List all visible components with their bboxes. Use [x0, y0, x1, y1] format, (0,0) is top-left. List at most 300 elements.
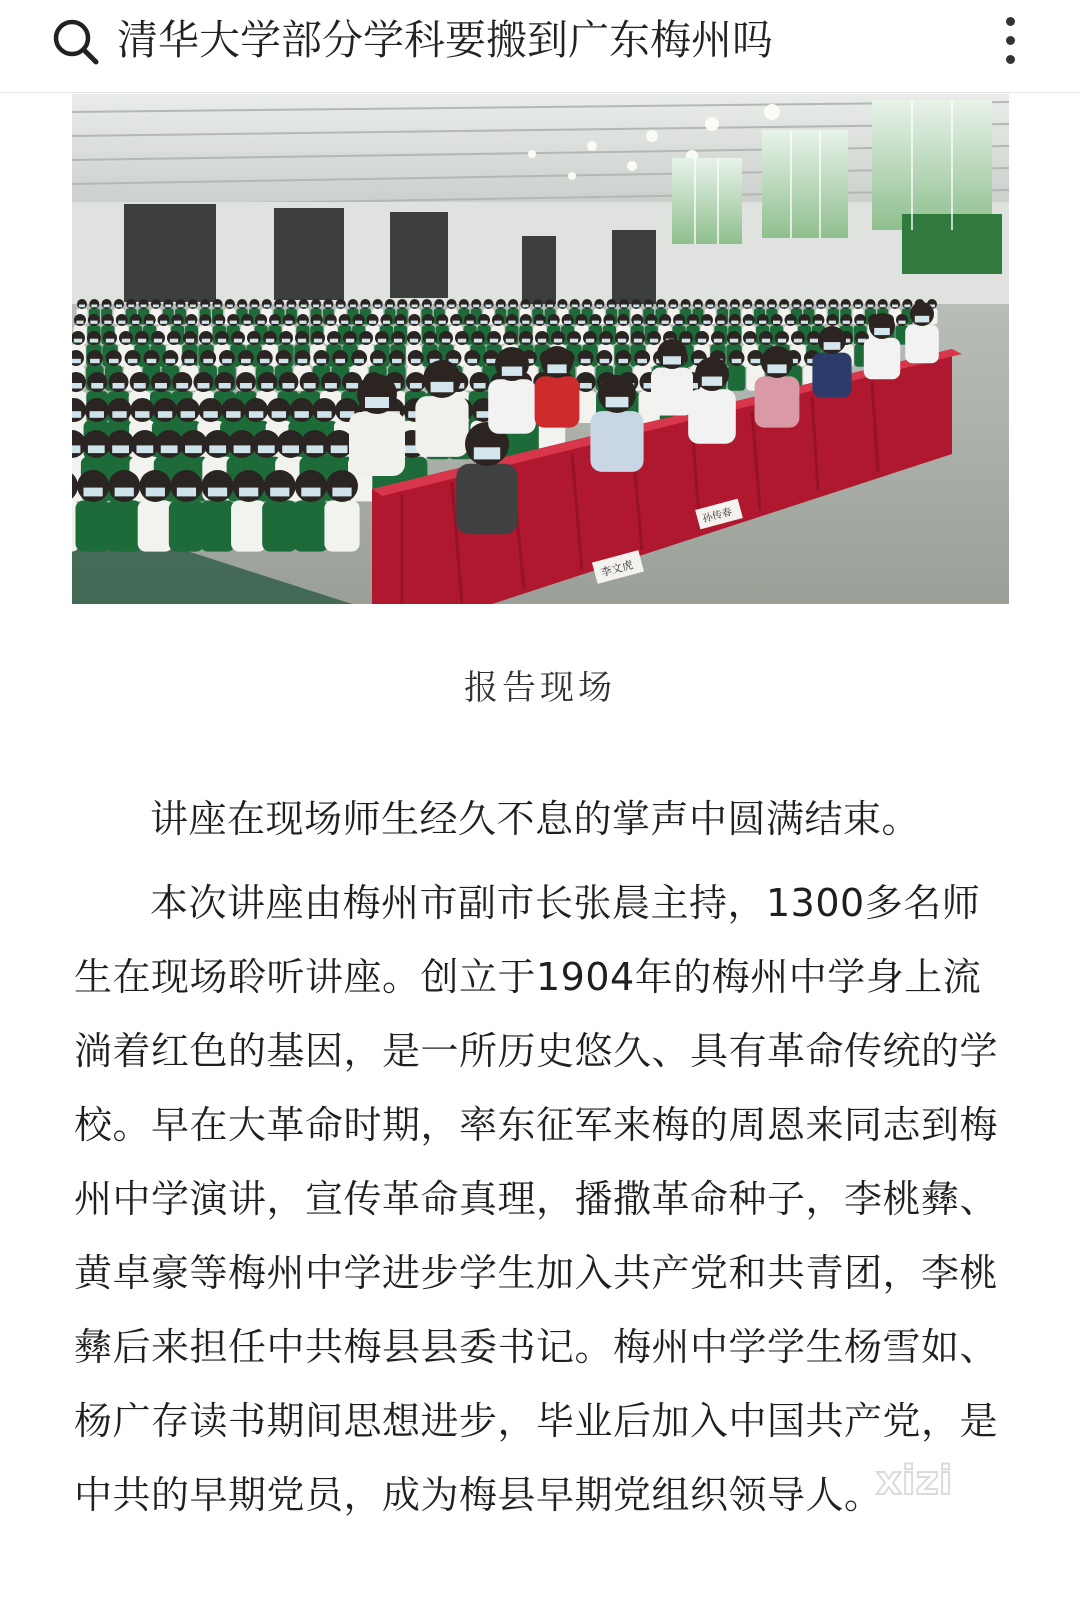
student-mask [596, 305, 602, 308]
student-head [276, 350, 292, 366]
search-bar[interactable] [0, 0, 1080, 93]
student-mask [362, 305, 368, 308]
student-mask [279, 359, 289, 363]
student-head [647, 331, 661, 345]
student-head [277, 430, 305, 458]
student-mask [362, 339, 370, 343]
student-head [255, 314, 267, 326]
student-mask [234, 445, 251, 453]
student-head [785, 314, 797, 326]
student-mask [90, 321, 97, 324]
student-head [257, 350, 273, 366]
student-head [551, 331, 565, 345]
student-mask [234, 339, 242, 343]
student-head [373, 299, 383, 309]
student-head [213, 299, 223, 309]
student-mask [285, 321, 292, 324]
student-mask [867, 305, 873, 308]
student-mask [153, 305, 159, 308]
student-head [410, 299, 420, 309]
student-mask [72, 383, 82, 389]
student-head [221, 398, 245, 422]
student-head [139, 470, 171, 502]
student-mask [703, 321, 710, 324]
student-mask [346, 339, 354, 343]
student-mask [116, 305, 122, 308]
student-head [278, 372, 298, 392]
student-head [85, 398, 109, 422]
student-mask [202, 321, 209, 324]
official-body [812, 353, 851, 398]
student-head [295, 331, 309, 345]
student-mask [794, 339, 802, 343]
student-mask [141, 305, 147, 308]
student-head [816, 299, 826, 309]
student-mask [266, 339, 274, 343]
student-mask [132, 321, 139, 324]
student-head [447, 299, 457, 309]
student-head [506, 314, 518, 326]
student-head [279, 331, 293, 345]
student-mask [74, 339, 82, 343]
student-mask [559, 305, 565, 308]
student-mask [392, 359, 402, 363]
student-head [634, 350, 650, 366]
student-head [747, 350, 763, 366]
student-mask [373, 359, 383, 363]
student-mask [580, 383, 592, 389]
official-body [651, 368, 693, 416]
student-mask [332, 488, 351, 497]
student-head [183, 331, 197, 345]
student-mask [609, 305, 615, 308]
student-mask [304, 383, 316, 389]
student-mask [535, 305, 541, 308]
student-head [263, 331, 277, 345]
student-head [213, 314, 225, 326]
student-mask [536, 321, 543, 324]
xizi-watermark [872, 1452, 1002, 1504]
student-mask [331, 445, 348, 453]
student-mask [815, 321, 822, 324]
official-mask [767, 364, 786, 373]
student-mask [410, 383, 422, 389]
student-mask [855, 305, 861, 308]
student-head [313, 350, 329, 366]
student-head [791, 331, 805, 345]
student-head [471, 299, 481, 309]
student-mask [378, 339, 386, 343]
student-head [102, 299, 112, 309]
student-mask [394, 339, 402, 343]
student-mask [271, 321, 278, 324]
student-mask [793, 305, 799, 308]
student-mask [695, 305, 701, 308]
student-head [520, 314, 532, 326]
student-head [244, 398, 268, 422]
student-mask [155, 383, 167, 389]
search-query-text[interactable]: 清华大学部分学科要搬到广东梅州吗 [117, 16, 773, 64]
student-mask [510, 305, 516, 308]
student-head [202, 470, 234, 502]
student-body [231, 500, 266, 551]
student-mask [439, 321, 446, 324]
student-mask [314, 339, 322, 343]
official-mask [502, 367, 522, 376]
student-mask [325, 305, 331, 308]
student-mask [226, 411, 240, 418]
student-mask [90, 359, 100, 363]
student-head [408, 350, 424, 366]
student-mask [239, 305, 245, 308]
student-head [227, 314, 239, 326]
student-head [236, 372, 256, 392]
student-mask [215, 305, 221, 308]
student-mask [474, 339, 482, 343]
student-head [336, 299, 346, 309]
student-head [615, 350, 631, 366]
student-mask [442, 339, 450, 343]
student-head [252, 430, 280, 458]
student-mask [570, 339, 578, 343]
student-mask [744, 305, 750, 308]
article-paragraph: 本次讲座由梅州市副市长张晨主持，1300多名师生在现场聆听讲座。创立于1904年的梅州中学身上流淌着红色的基因，是一所历史悠久、具有革命传统的学校。早在大革命时期，率东征军来梅的周恩来同志到梅州中学演讲，宣传革命真理，播撒革命种子，李桃彝、黄卓豪等梅州中学进步学生加入共产党和共青团，李桃彝后来担任中共梅县县委书记。梅州中学学生杨雪如、杨广存读书期间思想进步，毕业后加入中国共产党，是中共的早期党员，成为梅县早期党组织领导人。 [74, 881, 999, 1517]
student-head [615, 331, 629, 345]
student-mask [411, 359, 421, 363]
student-body [200, 500, 235, 551]
student-head [199, 314, 211, 326]
student-mask [843, 321, 850, 324]
student-mask [181, 411, 195, 418]
student-mask [490, 339, 498, 343]
student-head [562, 314, 574, 326]
student-mask [449, 305, 455, 308]
student-mask [801, 321, 808, 324]
student-head [812, 314, 824, 326]
student-mask [298, 339, 306, 343]
student-mask [186, 339, 194, 343]
student-head [351, 350, 367, 366]
student-mask [675, 321, 682, 324]
student-head [343, 331, 357, 345]
student-head [233, 470, 265, 502]
student-body [728, 365, 746, 391]
student-head [176, 299, 186, 309]
student-mask [436, 305, 442, 308]
student-mask [317, 411, 331, 418]
student-head [470, 372, 490, 392]
student-mask [160, 321, 167, 324]
student-mask [354, 359, 364, 363]
student-mask [634, 339, 642, 343]
student-mask [412, 305, 418, 308]
student-head [172, 372, 192, 392]
student-mask [424, 305, 430, 308]
student-head [742, 299, 752, 309]
student-head [106, 350, 122, 366]
student-mask [522, 305, 528, 308]
student-head [695, 331, 709, 345]
student-head [339, 314, 351, 326]
official-body [415, 396, 468, 457]
student-mask [486, 305, 492, 308]
student-head [631, 314, 643, 326]
student-head [170, 470, 202, 502]
article-photo [72, 94, 1009, 604]
student-head [775, 331, 789, 345]
student-mask [473, 305, 479, 308]
student-mask [197, 383, 209, 389]
student-mask [355, 321, 362, 324]
student-mask [244, 321, 251, 324]
student-head [114, 299, 124, 309]
official-body [864, 338, 900, 380]
student-head [519, 331, 533, 345]
student-head [826, 314, 838, 326]
student-mask [112, 445, 129, 453]
student-mask [313, 321, 320, 324]
student-head [503, 331, 517, 345]
student-mask [602, 339, 610, 343]
student-head [131, 430, 159, 458]
student-mask [264, 305, 270, 308]
student-mask [317, 359, 327, 363]
student-head [644, 299, 654, 309]
official-body [688, 389, 736, 443]
student-mask [584, 305, 590, 308]
student-head [619, 299, 629, 309]
student-head [798, 314, 810, 326]
student-head [74, 314, 86, 326]
official-body [905, 325, 939, 363]
student-head [711, 331, 725, 345]
student-head [199, 398, 223, 422]
student-head [119, 331, 133, 345]
student-mask [458, 339, 466, 343]
student-head [312, 398, 336, 422]
student-head [603, 314, 615, 326]
student-mask [468, 359, 478, 363]
student-mask [258, 445, 275, 453]
student-mask [707, 305, 713, 308]
student-mask [313, 305, 319, 308]
student-head [687, 314, 699, 326]
student-head [367, 314, 379, 326]
student-head [743, 314, 755, 326]
student-head [199, 331, 213, 345]
student-head [394, 314, 406, 326]
student-head [631, 299, 641, 309]
student-mask [592, 321, 599, 324]
student-mask [745, 321, 752, 324]
student-head [576, 314, 588, 326]
student-mask [662, 321, 669, 324]
student-head [407, 331, 421, 345]
student-mask [682, 339, 690, 343]
student-head [215, 372, 235, 392]
student-head [108, 398, 132, 422]
student-mask [91, 305, 97, 308]
student-head [294, 350, 310, 366]
student-head [311, 331, 325, 345]
student-head [228, 430, 256, 458]
student-mask [216, 321, 223, 324]
student-mask [299, 321, 306, 324]
student-mask [241, 359, 251, 363]
student-head [135, 331, 149, 345]
student-body [107, 500, 142, 551]
student-mask [109, 359, 119, 363]
student-mask [411, 321, 418, 324]
student-head [262, 299, 272, 309]
student-mask [650, 339, 658, 343]
student-head [77, 299, 87, 309]
student-head [89, 299, 99, 309]
student-head [359, 331, 373, 345]
student-mask [410, 339, 418, 343]
student-mask [282, 339, 290, 343]
student-mask [787, 321, 794, 324]
student-head [617, 314, 629, 326]
student-head [492, 314, 504, 326]
student-mask [453, 321, 460, 324]
official-mask [365, 397, 389, 408]
student-mask [203, 411, 217, 418]
student-head [185, 314, 197, 326]
official-head [761, 346, 793, 378]
student-head [767, 299, 777, 309]
student-mask [230, 321, 237, 324]
student-mask [829, 321, 836, 324]
student-head [143, 350, 159, 366]
student-mask [383, 321, 390, 324]
student-head [375, 331, 389, 345]
student-mask [276, 305, 282, 308]
student-head [743, 331, 757, 345]
student-mask [122, 339, 130, 343]
student-head [163, 299, 173, 309]
student-mask [369, 321, 376, 324]
student-mask [84, 488, 103, 497]
student-head [151, 372, 171, 392]
student-head [172, 314, 184, 326]
student-head [323, 299, 333, 309]
student-mask [260, 359, 270, 363]
student-head [557, 299, 567, 309]
student-mask [618, 359, 628, 363]
student-head [533, 299, 543, 309]
student-mask [203, 359, 213, 363]
student-head [193, 372, 213, 392]
svg-text:xizi: xizi [876, 1458, 953, 1504]
student-head [423, 331, 437, 345]
student-mask [188, 321, 195, 324]
student-mask [350, 305, 356, 308]
student-mask [658, 305, 664, 308]
student-head [215, 331, 229, 345]
student-head [167, 331, 181, 345]
student-mask [506, 339, 514, 343]
official-body [456, 464, 518, 534]
student-head [299, 299, 309, 309]
student-mask [633, 305, 639, 308]
student-head [200, 299, 210, 309]
student-mask [240, 383, 252, 389]
student-head [116, 314, 128, 326]
student-mask [397, 321, 404, 324]
student-mask [646, 305, 652, 308]
student-mask [104, 305, 110, 308]
student-head [508, 299, 518, 309]
student-mask [72, 445, 80, 453]
student-head [535, 331, 549, 345]
student-mask [261, 383, 273, 389]
student-head [656, 299, 666, 309]
student-mask [732, 359, 742, 363]
student-mask [564, 321, 571, 324]
student-head [715, 314, 727, 326]
student-mask [618, 339, 626, 343]
student-head [295, 470, 327, 502]
student-body [293, 500, 328, 551]
student-mask [522, 339, 530, 343]
student-head [599, 331, 613, 345]
official-mask [915, 316, 929, 323]
student-head [327, 331, 341, 345]
student-head [297, 314, 309, 326]
student-head [283, 314, 295, 326]
search-icon[interactable] [50, 16, 102, 68]
official-mask [431, 382, 454, 392]
student-mask [781, 305, 787, 308]
student-head [249, 299, 259, 309]
student-head [583, 331, 597, 345]
article-paragraph: 讲座在现场师生经久不息的掌声中圆满结束。 [150, 797, 921, 841]
student-mask [898, 321, 905, 324]
student-head [176, 398, 200, 422]
student-head [422, 299, 432, 309]
more-vertical-icon[interactable] [990, 10, 1030, 70]
student-mask [154, 339, 162, 343]
student-head [534, 314, 546, 326]
student-mask [810, 339, 818, 343]
student-mask [174, 321, 181, 324]
student-mask [112, 383, 124, 389]
student-mask [637, 359, 647, 363]
official-mask [663, 356, 681, 364]
student-head [668, 299, 678, 309]
student-mask [270, 488, 289, 497]
student-head [151, 299, 161, 309]
student-mask [538, 339, 546, 343]
student-mask [578, 321, 585, 324]
official-mask [474, 447, 500, 459]
student-mask [600, 359, 610, 363]
student-mask [581, 359, 591, 363]
student-body [262, 500, 297, 551]
student-head [434, 299, 444, 309]
student-mask [219, 383, 231, 389]
student-head [241, 314, 253, 326]
student-head [385, 299, 395, 309]
student-head [422, 314, 434, 326]
official-mask [824, 342, 841, 350]
student-body [138, 500, 173, 551]
student-body [324, 500, 359, 551]
student-mask [773, 321, 780, 324]
student-mask [91, 383, 103, 389]
student-mask [731, 321, 738, 324]
